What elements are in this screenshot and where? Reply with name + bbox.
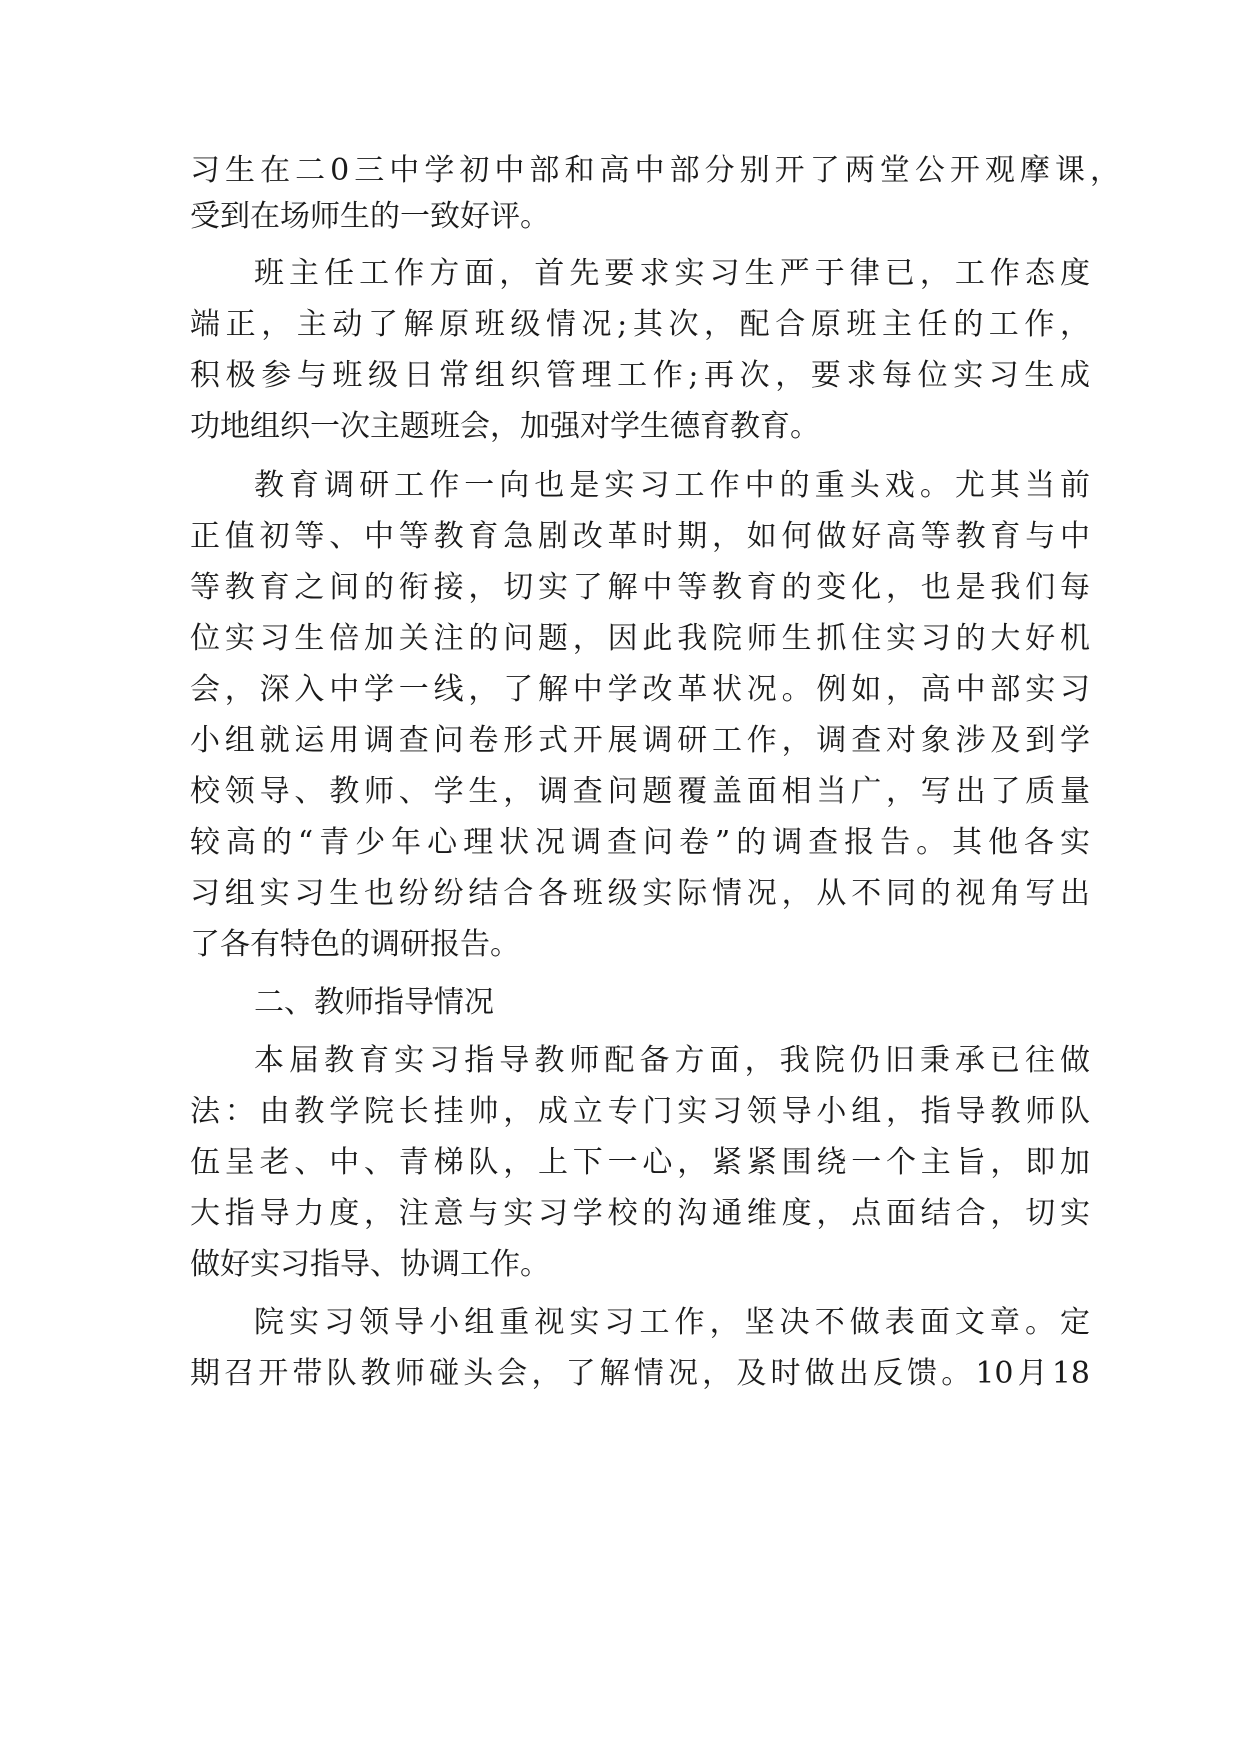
text-line: 了各有特色的调研报告。	[190, 927, 520, 962]
text-line: 习组实习生也纷纷结合各班级实际情况，从不同的视角写出	[190, 876, 1090, 911]
text-line: 较高的“青少年心理状况调查问卷”的调查报告。其他各实	[190, 825, 1090, 860]
text-line: 法：由教学院长挂帅，成立专门实习领导小组，指导教师队	[190, 1094, 1090, 1129]
paragraph-first-line: 班主任工作方面，首先要求实习生严于律已，工作态度	[254, 256, 1090, 291]
text-line: 位实习生倍加关注的问题，因此我院师生抓住实习的大好机	[190, 621, 1090, 656]
text-line: 小组就运用调查问卷形式开展调研工作，调查对象涉及到学	[190, 723, 1090, 758]
text-line: 会，深入中学一线，了解中学改革状况。例如，高中部实习	[190, 672, 1090, 707]
text-line: 习生在二0三中学初中部和高中部分别开了两堂公开观摩课，	[190, 153, 1120, 188]
text-line: 端正，主动了解原班级情况;其次，配合原班主任的工作，	[190, 307, 1090, 342]
text-line: 等教育之间的衔接，切实了解中等教育的变化，也是我们每	[190, 570, 1090, 605]
text-line: 大指导力度，注意与实习学校的沟通维度，点面结合，切实	[190, 1196, 1090, 1231]
text-line: 校领导、教师、学生，调查问题覆盖面相当广，写出了质量	[190, 774, 1090, 809]
text-line: 功地组织一次主题班会，加强对学生德育教育。	[190, 409, 820, 444]
paragraph-first-line: 教育调研工作一向也是实习工作中的重头戏。尤其当前	[254, 468, 1090, 503]
text-line: 受到在场师生的一致好评。	[190, 199, 550, 234]
text-line: 伍呈老、中、青梯队，上下一心，紧紧围绕一个主旨，即加	[190, 1145, 1090, 1180]
text-line: 期召开带队教师碰头会，了解情况，及时做出反馈。10月18	[190, 1356, 1090, 1391]
text-line: 做好实习指导、协调工作。	[190, 1247, 550, 1282]
paragraph-first-line: 本届教育实习指导教师配备方面，我院仍旧秉承已往做	[254, 1043, 1090, 1078]
text-line: 积极参与班级日常组织管理工作;再次，要求每位实习生成	[190, 358, 1090, 393]
paragraph-first-line: 院实习领导小组重视实习工作，坚决不做表面文章。定	[254, 1305, 1090, 1340]
section-heading: 二、教师指导情况	[254, 985, 494, 1020]
text-line: 正值初等、中等教育急剧改革时期，如何做好高等教育与中	[190, 519, 1090, 554]
